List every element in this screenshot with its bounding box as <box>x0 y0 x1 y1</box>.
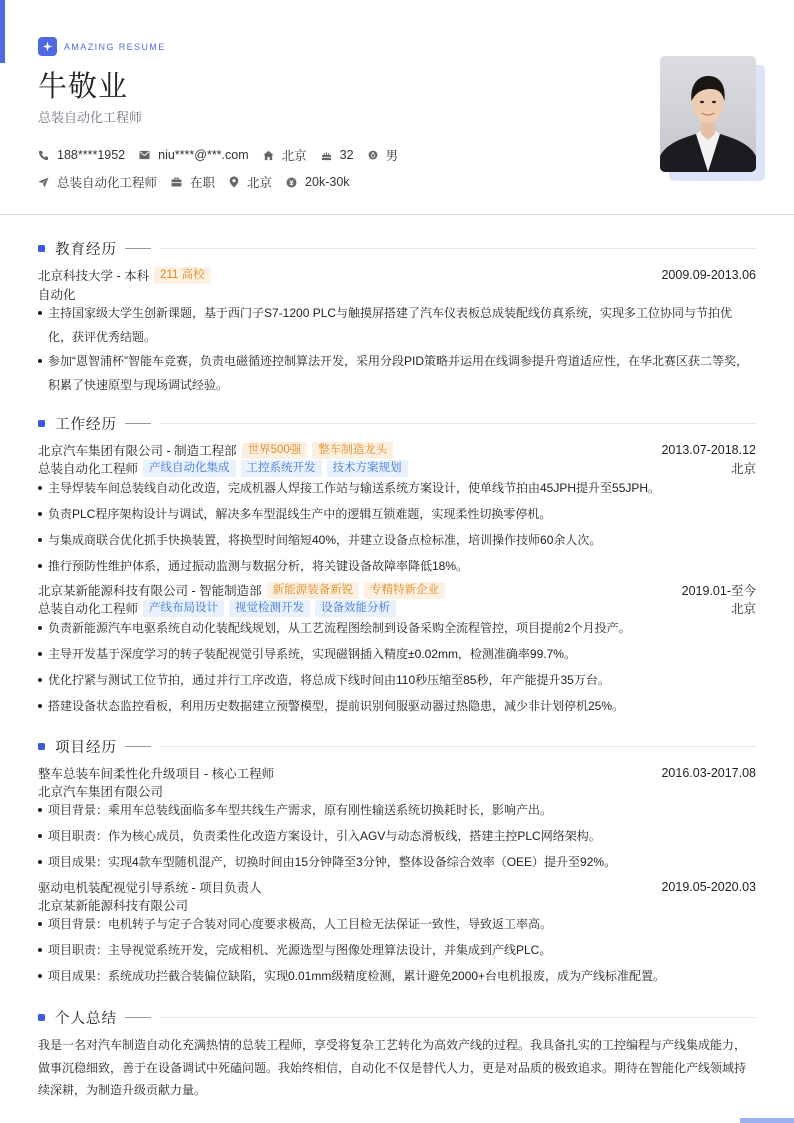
work-city: 北京 <box>730 462 756 476</box>
work-bullet: 推行预防性维护体系，通过振动监测与数据分析，将关键设备故障率降低18%。 <box>38 554 756 578</box>
contact-row-1 <box>38 146 412 164</box>
work-bullet: 搭建设备状态监控看板，利用历史数据建立预警模型，提前识别伺服驱动器过热隐患，减少非计划停机25%。 <box>38 694 756 718</box>
job-role: 总装自动化工程师 <box>38 602 139 616</box>
project-bullet: 项目职责：作为核心成员，负责柔性化改造方案设计，引入AGV与动态滑板线，搭建主控PLC网络架构。 <box>38 824 756 848</box>
home-icon <box>263 150 274 161</box>
school-tag: 211 高校 <box>154 267 211 284</box>
section-title-projects: 项目经历 <box>55 740 117 756</box>
company-name: 北京某新能源科技有限公司 - 智能制造部 <box>38 584 262 598</box>
job-item <box>38 173 157 191</box>
city-item <box>263 146 307 164</box>
company-tag: 专精特新企业 <box>364 582 445 599</box>
send-icon <box>38 177 49 188</box>
email-text: niu****@***.com <box>158 148 249 162</box>
resume-header <box>0 0 794 215</box>
company-tag: 世界500强 <box>242 442 308 459</box>
company-tag: 整车制造龙头 <box>312 442 393 459</box>
skill-tag: 视觉检测开发 <box>229 600 310 617</box>
salary-text: 20k-30k <box>305 175 350 189</box>
sparkle-icon <box>38 37 57 56</box>
brand-text: AMAZING RESUME <box>64 41 166 52</box>
gender-item <box>368 146 399 164</box>
age-text: 32 <box>339 148 354 162</box>
job-role: 总装自动化工程师 <box>38 462 139 476</box>
summary-text: 我是一名对汽车制造自动化充满热情的总装工程师，享受将复杂工艺转化为高效产线的过程。我具备扎实的工控编程与产线集成能力，做事沉稳细致，善于在设备调试中死磕问题。我始终相信，自动化不仅是替代人力，更是对品质的极致追求。期待在智能化产线领域持续深耕，为制造升级贡献力量。 <box>38 1038 747 1098</box>
briefcase-icon <box>171 177 182 187</box>
age-item <box>321 148 354 162</box>
gender-text: 男 <box>385 149 399 163</box>
gender-icon <box>368 150 378 160</box>
work-bullet: 与集成商联合优化抓手快换装置，将换型时间缩短40%，并建立设备点检标准，培训操作技师60余人次。 <box>38 528 756 552</box>
work-bullet: 主导开发基于深度学习的转子装配视觉引导系统，实现磁钢插入精度±0.02mm，检测准确率99.7%。 <box>38 642 756 666</box>
project-title: 驱动电机装配视觉引导系统 - 项目负责人 <box>38 881 262 895</box>
education-bullet: 参加“恩智浦杯”智能车竞赛，负责电磁循迹控制算法开发，采用分段PID策略并运用在线调参提升弯道适应性，在华北赛区获二等奖，积累了快速原型与现场调试经验。 <box>38 349 756 397</box>
skill-tag: 工控系统开发 <box>241 460 322 477</box>
salary-item <box>286 175 349 189</box>
project-org: 北京汽车集团有限公司 <box>38 785 164 799</box>
phone-item <box>38 148 125 162</box>
brand <box>38 37 166 56</box>
project-header <box>38 764 756 782</box>
status-item <box>171 173 215 191</box>
project-date: 2019.05-2020.03 <box>661 880 756 894</box>
status-text: 在职 <box>190 176 216 190</box>
mail-icon <box>139 150 150 160</box>
school-name: 北京科技大学 - 本科 <box>38 269 150 283</box>
work-header <box>38 441 756 459</box>
section-title-education: 教育经历 <box>55 242 117 258</box>
section-marker <box>38 420 45 427</box>
work-header <box>38 581 756 599</box>
project-bullet: 项目背景：乘用车总装线面临多车型共线生产需求，原有刚性输送系统切换耗时长，影响产出。 <box>38 798 756 822</box>
work-bullet: 负责新能源汽车电驱系统自动化装配线规划，从工艺流程图绘制到设备采购全流程管控，项目提前2个月投产。 <box>38 616 756 640</box>
section-marker <box>38 743 45 750</box>
project-bullet: 项目职责：主导视觉系统开发，完成相机、光源选型与图像处理算法设计，并集成到产线PLC。 <box>38 938 756 962</box>
section-title-work: 工作经历 <box>55 417 117 433</box>
project-bullet: 项目背景：电机转子与定子合装对同心度要求极高，人工目检无法保证一致性，导致返工率高。 <box>38 912 756 936</box>
project-header <box>38 878 756 896</box>
work-bullet: 主导焊装车间总装线自动化改造，完成机器人焊接工作站与输送系统方案设计，使单线节拍由45JPH提升至55JPH。 <box>38 476 756 500</box>
work-bullet: 优化拧紧与测试工位节拍，通过并行工序改造，将总成下线时间由110秒压缩至85秒，年产能提升35万台。 <box>38 668 756 692</box>
project-bullet: 项目成果：系统成功拦截合装偏位缺陷，实现0.01mm级精度检测，累计避免2000+台电机报废，成为产线标准配置。 <box>38 964 756 988</box>
project-bullet: 项目成果：实现4款车型随机混产，切换时间由15分钟降至3分钟，整体设备综合效率（OEE）提升至92%。 <box>38 850 756 874</box>
work-role-row <box>38 459 756 477</box>
section-marker <box>38 1014 45 1021</box>
avatar <box>660 56 756 172</box>
city-text: 北京 <box>281 149 307 163</box>
location-item <box>229 173 272 191</box>
section-work <box>38 413 756 434</box>
cake-icon <box>321 150 332 161</box>
company-name: 北京汽车集团有限公司 - 制造工程部 <box>38 444 237 458</box>
education-date: 2009.09-2013.06 <box>661 268 756 282</box>
location-pin-icon <box>229 176 239 188</box>
location-text: 北京 <box>247 176 273 190</box>
company-tag: 新能源装备新锐 <box>267 582 360 599</box>
work-role-row <box>38 599 756 617</box>
section-education <box>38 238 756 259</box>
phone-icon <box>38 150 49 161</box>
work-date: 2013.07-2018.12 <box>661 443 756 457</box>
work-bullet: 负责PLC程序架构设计与调试，解决多车型混线生产中的逻辑互锁难题，实现柔性切换零停机。 <box>38 502 756 526</box>
project-org: 北京某新能源科技有限公司 <box>38 899 189 913</box>
email-item <box>139 148 249 162</box>
job-text: 总装自动化工程师 <box>57 176 158 190</box>
section-title-summary: 个人总结 <box>55 1011 117 1027</box>
money-icon <box>286 177 297 188</box>
work-city: 北京 <box>730 602 756 616</box>
work-date: 2019.01-至今 <box>681 584 756 598</box>
bottom-accent-bar <box>740 1118 794 1123</box>
contact-row-2 <box>38 173 364 191</box>
education-header <box>38 266 756 284</box>
project-date: 2016.03-2017.08 <box>661 766 756 780</box>
candidate-title: 总装自动化工程师 <box>38 110 143 125</box>
skill-tag: 产线自动化集成 <box>143 460 236 477</box>
education-bullet: 主持国家级大学生创新课题，基于西门子S7-1200 PLC与触摸屏搭建了汽车仪表板总成装配线仿真系统，实现多工位协同与节拍优化，获评优秀结题。 <box>38 301 756 349</box>
section-projects <box>38 736 756 757</box>
skill-tag: 技术方案规划 <box>327 460 408 477</box>
skill-tag: 产线布局设计 <box>143 600 224 617</box>
phone-text: 188****1952 <box>57 148 126 162</box>
candidate-name: 牛敬业 <box>38 71 129 103</box>
education-major: 自动化 <box>38 288 76 302</box>
section-marker <box>38 245 45 252</box>
profile-photo <box>660 56 765 181</box>
section-summary <box>38 1007 756 1028</box>
skill-tag: 设备效能分析 <box>315 600 396 617</box>
project-title: 整车总装车间柔性化升级项目 - 核心工程师 <box>38 767 275 781</box>
